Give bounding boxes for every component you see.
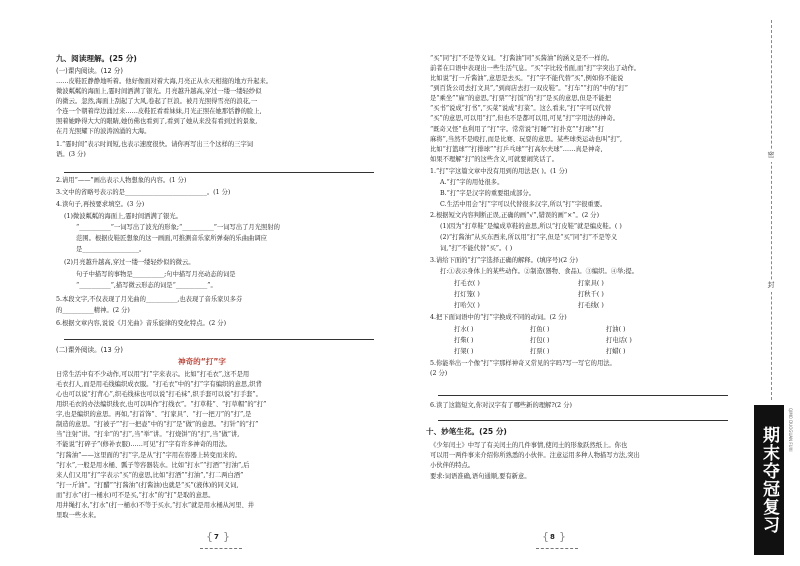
question-6: 6.根据文章内容,说说《月光曲》音乐旋律的变化特点。(2 分) [56, 320, 227, 327]
r-question-3-item[interactable]: 打家具( ) [578, 280, 604, 287]
passage-2-line: 心也可以说“打背心”,织毛线袜也可以说“打毛袜”,织手套可以说“打手套”。 [56, 391, 262, 398]
composition-requirements: 要求:词语准确,语句通顺,要有新意。 [430, 473, 531, 480]
r-question-1-option-b[interactable]: B.“打”字是汉字的重要组成部分。 [440, 190, 535, 197]
passage-2-line: 当“注射”讲。“打伞”的“打”,当“举”讲。“打烧饼”的“打”,当“做”讲, [56, 431, 240, 438]
question-4-1-line: 是__________________。 [76, 246, 146, 253]
seal-char-feng: 封 [764, 280, 778, 292]
passage-1-line: 照着她睁得大大的眼睛,她仿佛也看到了,看到了她从来没有看到过的景象, [56, 118, 258, 125]
passage-3-line: “打一斤油”。“打醋”“打酱油”(打酱油)也就是“买”(液体)的同义词, [56, 482, 239, 489]
passage-5-line: 如果不理解“打”的这些含义,可就要闹笑话了。 [430, 156, 559, 163]
page-number-bracket-left: { [206, 530, 213, 543]
passage-3-line: 而“打水”(打一桶水)可不是买,“打水”的“打”是取的意思。 [56, 492, 215, 499]
page-number-underline [200, 548, 242, 549]
passage-3-line: “打酱油”——这里面的“打”字,是从“打”字用在容器上转变而来的。 [56, 452, 242, 459]
section-10-title: 十、妙笔生花。(25 分) [426, 427, 507, 436]
r-question-4-item[interactable]: 打架( ) [454, 348, 474, 355]
passage-4-line: “到百货公司去打文具”,“到商店去打一双皮鞋”。“打车”“打的”中的“打” [430, 85, 628, 92]
passage-4-line: “买书”说成“打书”,“买菜”说成“打菜”。这么看来,“打”字可以代替 [430, 105, 612, 112]
r-question-2-item: (1)因为“打草鞋”是编成草鞋的意思,所以“打皮鞋”就是编皮鞋。( ) [440, 223, 622, 230]
r-question-4-item[interactable]: 打鱼( ) [530, 326, 550, 333]
r-question-3-item[interactable]: 打灯笼( ) [454, 291, 480, 298]
r-question-5-cont: (2 分) [430, 370, 448, 377]
r-question-3: 3.请给下面的“打”字选择正确的解释。(填序号)(2 分) [430, 257, 578, 264]
passage-5-line: “既奇又怪”也利用了“打”字。常常说“打睡”“打扑克”“打球”“打 [430, 126, 604, 133]
passage-2-line: 用织毛衣的办法编织线衣,也可以叫作“打线衣”。“打草鞋”、“打草帽”的“打” [56, 401, 267, 408]
r-question-4: 4.把下面词语中的“打”字换成不同的动词。(2 分) [430, 314, 567, 321]
question-4-2-line: “__________”,描写微云形态的词是“__________”。 [76, 282, 217, 289]
passage-4-line: “买”同“打”不是等义词。“打酱油”同“买酱油”的涵义是不一样的。 [430, 55, 614, 62]
passage-1-line: ……皮鞋匠静静地听着。他好像面对着大海,月亮正从水天相接的地方升起来。 [56, 78, 273, 85]
r-question-4-item[interactable]: 打包( ) [530, 337, 550, 344]
right-page [400, 0, 740, 566]
r-question-4-item[interactable]: 打蜡( ) [606, 348, 626, 355]
r-question-4-item[interactable]: 打油( ) [606, 326, 626, 333]
passage-2-line: 毛衣打人,而是用毛线编织成衣服。“打毛衣”中的“打”字有编织的意思,织背 [56, 381, 262, 388]
passage-2-line: 不能说“打碎子”(修补衣服)……可见“打”字有许多神奇的用法。 [56, 441, 232, 448]
r-question-1-option-a[interactable]: A.“打”字的用处很多。 [440, 179, 504, 186]
r-question-2: 2.根据短文内容判断正误,正确的画“√”,错误的画“×”。(2 分) [430, 212, 600, 219]
r-question-2-item: 词,“打”不能代替“买”。( ) [440, 245, 513, 252]
page-number-bracket-right: } [559, 530, 566, 543]
question-1: 1.“霎时间”表示时间短,也表示速度很快。请你再写出三个这样的三字词 [56, 141, 254, 148]
composition-prompt-line: 《少年闰土》中写了有关闰土的几件事情,使闰土的形象跃然纸上。你也 [430, 442, 628, 449]
question-5: 5.本段文字,不仅表现了月光曲的__________,也表现了音乐家贝多芬 [56, 296, 243, 303]
passage-1-line: 在月光照耀下的波涛汹涌的大海。 [56, 128, 151, 135]
r-question-3-item[interactable]: 打秋千( ) [578, 291, 604, 298]
r-question-4-item[interactable]: 打电话( ) [606, 337, 632, 344]
passage-5-line: 比如“打篮球”“打排球”“打乒乓球”“打高尔夫球”……真是神奇, [430, 146, 603, 153]
question-2: 2.请用“——”画出表示人物想象的内容。(1 分) [56, 177, 187, 184]
passage-4-line: “买”的意思,可以用“打”,但也不是都可以用,可见“打”字用法的神奇。 [430, 115, 620, 122]
page-number-bracket-left: { [542, 530, 549, 543]
r-question-4-item[interactable]: 打水( ) [454, 326, 474, 333]
passage-1-line: 的微云。忽然,海面上刮起了大风,卷起了巨浪。被月光照得雪亮的浪花,一 [56, 98, 258, 105]
seal-dashed-line [771, 20, 772, 400]
passage-1-line: 个连一个朝着岸边涌过来……皮鞋匠看看妹妹,月光正照在她那恬静的脸上, [56, 108, 262, 115]
answer-line[interactable] [438, 395, 728, 396]
section-9-title: 九、阅读理解。(25 分) [56, 54, 137, 63]
page-number-bracket-right: } [223, 530, 230, 543]
answer-line[interactable] [64, 339, 374, 340]
book-title-pinyin: QIMO DUOGUAN FUXI [788, 408, 793, 452]
r-question-4-item[interactable]: 打票( ) [530, 348, 550, 355]
part-2-title: (二)课外阅读。(13 分) [56, 346, 123, 354]
passage-1-line: 微波粼粼的海面上,霎时间洒满了银光。月亮越升越高,穿过一缕一缕轻纱似 [56, 88, 262, 95]
page-number-right: 8 [550, 533, 555, 541]
r-question-6: 6.读了这篇短文,你对汉字有了哪些新的理解?(2 分) [430, 402, 572, 409]
story-title: 神奇的“打”字 [178, 357, 226, 366]
passage-3-line: 用井绳打水,“打水”(打一桶水)不等于买水,“打水”就是用水桶从河里、井 [56, 502, 255, 509]
composition-prompt-line: 可以用一两件事来介绍你所熟悉的小伙伴。注意运用多种人物描写方法,突出 [430, 452, 640, 459]
r-question-5: 5.你能举出一个像“打”字那样神奇又常见的字吗?写一写它的用法。 [430, 360, 616, 367]
passage-3-line: “打水”,一般是用水桶、瓢子等容器装水。比如“打水”“打酒”“打油”,后 [56, 462, 250, 469]
answer-line[interactable] [438, 420, 728, 421]
r-question-2-item: (2)“打酱油”从买东西来,所以用“打”字,但是“买”同“打”不是等义 [440, 234, 618, 241]
passage-3-line: 里取一些水来。 [56, 512, 101, 519]
r-question-1-option-c[interactable]: C.生活中用会“打”字可以代替很多汉字,所以“打”字很重要。 [440, 201, 607, 208]
question-4-2-line: 句子中描写的事物是__________;句中描写月亮动态的词是 [76, 271, 236, 278]
question-4-2: (2)月亮越升越高,穿过一缕一缕轻纱似的微云。 [64, 259, 195, 266]
passage-4-line: 比如说“打一斤酱油”,意思是去买。“打”字不能代替“买”,例如你不能说 [430, 75, 624, 82]
r-question-3-item[interactable]: 打毛衣( ) [454, 280, 480, 287]
seal-char-mi: 密 [764, 150, 778, 162]
r-question-3-item[interactable]: 打哈欠( ) [454, 302, 480, 309]
question-3: 3.文中的省略号表示的是__________________________。(1 分) [56, 189, 231, 196]
question-1-cont: 语。(3 分) [56, 151, 86, 158]
passage-2-line: 制造的意思。“打被子”“打一把壶”中的“打”是“做”的意思。“打针”的“打” [56, 421, 259, 428]
question-4-1: (1)微波粼粼的海面上,霎时间洒满了银光。 [64, 213, 182, 220]
composition-prompt-line: 小伙伴的特点。 [430, 462, 475, 469]
part-1-title: (一)课内阅读。(12 分) [56, 67, 123, 75]
passage-2-line: 日常生活中有不少动作,可以用“打”字来表示。比如“打毛衣”,这不是用 [56, 371, 250, 378]
passage-4-line: 是“乘坐”“雇”的意思,“打票”“打饭”的“打”是买的意思,但是不能把 [430, 95, 612, 102]
question-4: 4.读句子,再按要求填空。(3 分) [56, 201, 145, 208]
r-question-4-item[interactable]: 打柴( ) [454, 337, 474, 344]
question-4-1-line: “__________”一词写出了波光的形象;“__________”一词写出了月光照射的 [76, 224, 280, 231]
page-number-underline [536, 548, 578, 549]
r-question-1: 1.“打”字这篇文章中没有用到的用法是( )。(1 分) [430, 168, 568, 175]
passage-2-line: 字,也是编织的意思。再如,“打首饰”、“打家具”、“打一把刀”的“打”,是 [56, 411, 252, 418]
passage-4-line: 前者在口语中表现出一些生活气息。“买”字比较书面,而“打”字突出了动作。 [430, 65, 641, 72]
answer-line[interactable] [64, 172, 374, 173]
page-number-left: 7 [214, 533, 219, 541]
passage-3-line: 来人们又用“打”字表示“买”的意思,比如“打酒”“打油”,“打二两白酒” [56, 472, 244, 479]
question-5-cont: 的__________精神。(2 分) [56, 307, 130, 314]
question-4-1-line: 范围。根据皮鞋匠想象的这一画面,可推测音乐家所弹奏的乐曲曲调应 [76, 235, 267, 242]
r-question-3-item[interactable]: 打毛线( ) [578, 302, 604, 309]
r-question-3-definitions: 打:①表示身体上的某些动作。②制造(器物、食品)。③编织。④举;提。 [440, 268, 639, 275]
passage-5-line: 麻将”,当然不是殴打,而是比赛、玩耍的意思。某些球类运动也叫“打”, [430, 136, 622, 143]
book-title-banner: 期末夺冠复习 [754, 405, 784, 555]
